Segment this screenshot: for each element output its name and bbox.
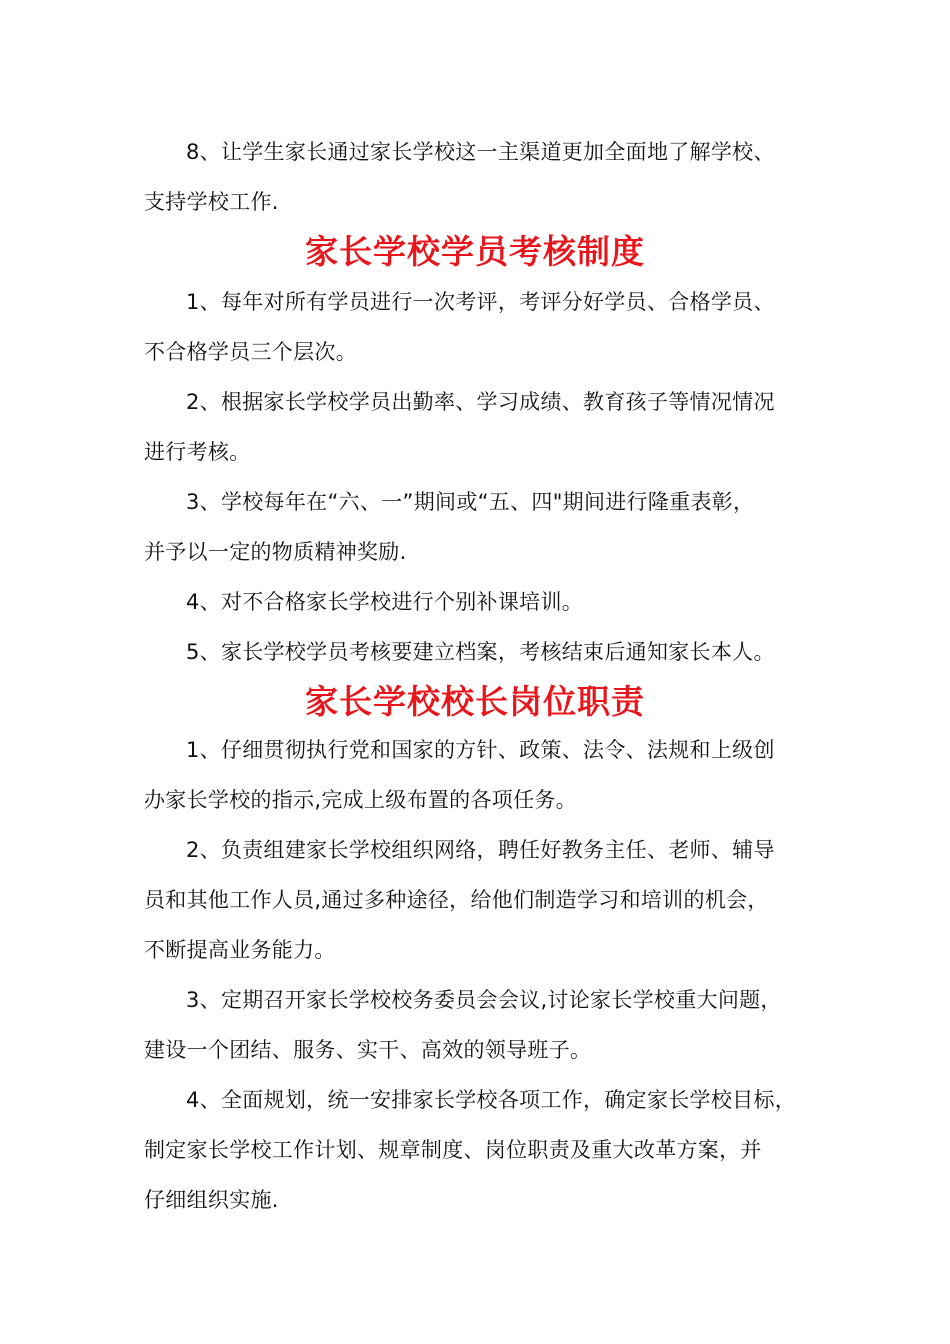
duties-line-7: 建设一个团结、服务、实干、高效的领导班子。: [144, 1038, 592, 1062]
duties-line-6: 3、定期召开家长学校校务委员会会议,讨论家长学校重大问题，: [186, 988, 782, 1012]
duties-line-8: 4、全面规划，统一安排家长学校各项工作，确定家长学校目标，: [186, 1088, 797, 1112]
duties-line-3: 2、负责组建家长学校组织网络，聘任好教务主任、老师、辅导: [186, 838, 775, 862]
assessment-line-5: 3、学校每年在“六、一”期间或“五、四"期间进行隆重表彰，: [186, 490, 755, 514]
intro-line-2: 支持学校工作.: [144, 190, 279, 214]
assessment-line-7: 4、对不合格家长学校进行个别补课培训。: [186, 590, 584, 614]
duties-line-4: 员和其他工作人员,通过多种途径，给他们制造学习和培训的机会，: [144, 888, 769, 912]
duties-line-1: 1、仔细贯彻执行党和国家的方针、政策、法令、法规和上级创: [186, 738, 775, 762]
assessment-line-2: 不合格学员三个层次。: [144, 340, 357, 364]
duties-line-2: 办家长学校的指示,完成上级布置的各项任务。: [144, 788, 577, 812]
section-title-principal-duties: 家长学校校长岗位职责: [305, 682, 645, 721]
assessment-line-8: 5、家长学校学员考核要建立档案，考核结束后通知家长本人。: [186, 640, 775, 664]
duties-line-5: 不断提高业务能力。: [144, 938, 336, 962]
assessment-line-6: 并予以一定的物质精神奖励.: [144, 540, 407, 564]
assessment-line-3: 2、根据家长学校学员出勤率、学习成绩、教育孩子等情况情况: [186, 390, 775, 414]
assessment-line-1: 1、每年对所有学员进行一次考评，考评分好学员、合格学员、: [186, 290, 775, 314]
intro-line-1: 8、让学生家长通过家长学校这一主渠道更加全面地了解学校、: [186, 140, 775, 164]
duties-line-10: 仔细组织实施.: [144, 1188, 279, 1212]
section-title-assessment: 家长学校学员考核制度: [305, 232, 645, 271]
duties-line-9: 制定家长学校工作计划、规章制度、岗位职责及重大改革方案，并: [144, 1138, 762, 1162]
assessment-line-4: 进行考核。: [144, 440, 251, 464]
